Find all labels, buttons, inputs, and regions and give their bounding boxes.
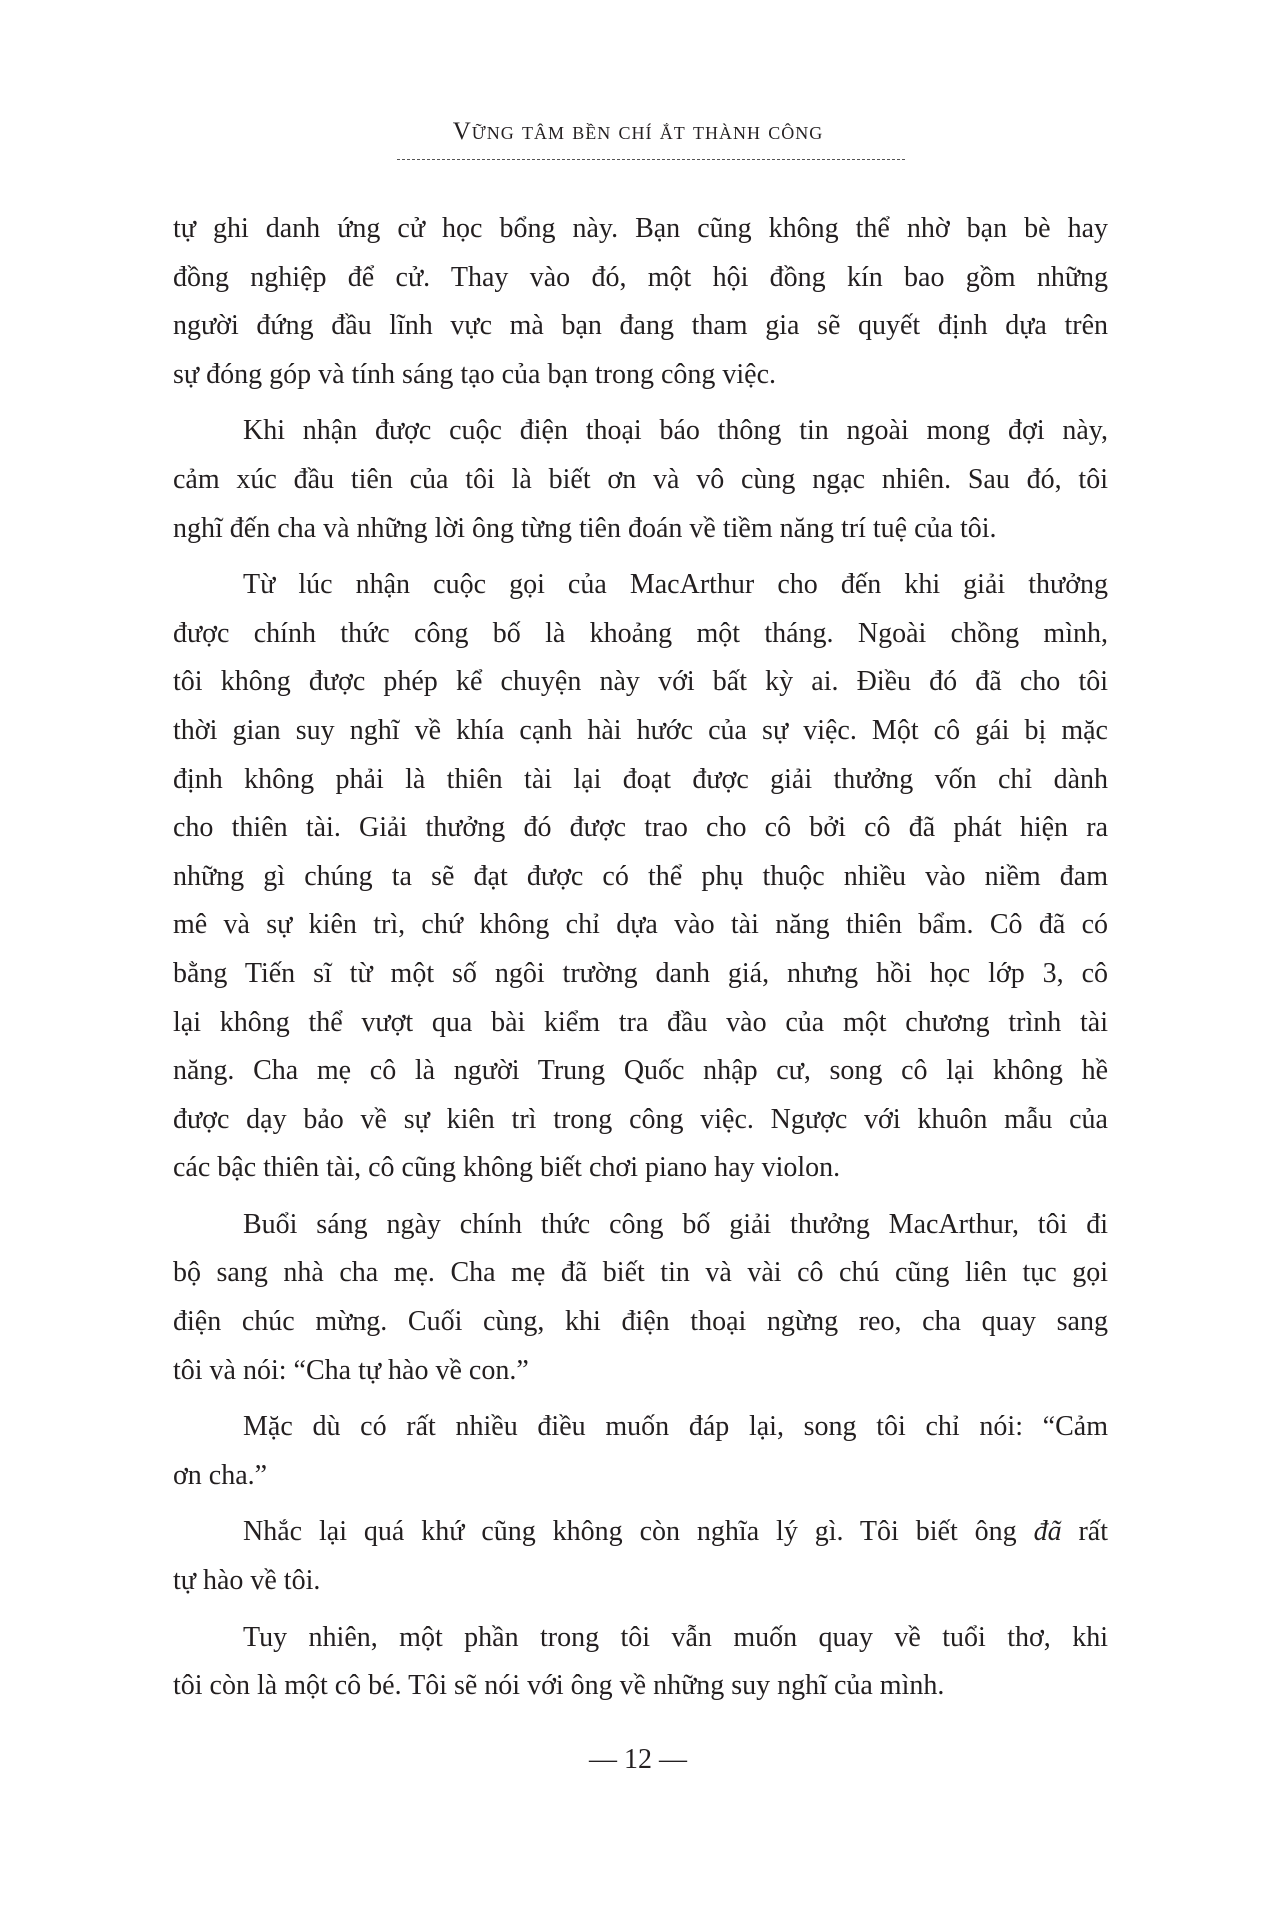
text-line: tôi không được phép kể chuyện này với bất kỳ ai. Điều đó đã cho tôi — [173, 666, 1108, 698]
paragraph — [173, 561, 1108, 1193]
text-line: điện chúc mừng. Cuối cùng, khi điện thoại ngừng reo, cha quay sang — [173, 1306, 1108, 1338]
text-line: định không phải là thiên tài lại đoạt được giải thưởng vốn chỉ dành — [173, 763, 1108, 795]
page-number: — 12 — — [589, 1744, 687, 1775]
text-line: nghĩ đến cha và những lời ông từng tiên đoán về tiềm năng trí tuệ của tôi. — [173, 512, 997, 544]
header-divider — [397, 159, 905, 160]
text-line: Mặc dù có rất nhiều điều muốn đáp lại, song tôi chỉ nói: “Cảm — [243, 1411, 1108, 1443]
text-line: được chính thức công bố là khoảng một tháng. Ngoài chồng mình, — [173, 617, 1108, 649]
paragraph — [173, 1403, 1108, 1500]
body-text — [173, 205, 1108, 1719]
text-line: cảm xúc đầu tiên của tôi là biết ơn và vô cùng ngạc nhiên. Sau đó, tôi — [173, 463, 1108, 495]
text-line: tự ghi danh ứng cử học bổng này. Bạn cũng không thể nhờ bạn bè hay — [173, 213, 1108, 244]
text-line: ơn cha.” — [173, 1459, 268, 1491]
paragraph — [173, 1508, 1108, 1605]
text-line: Buổi sáng ngày chính thức công bố giải thưởng MacArthur, tôi đi — [243, 1208, 1108, 1240]
text-line: bộ sang nhà cha mẹ. Cha mẹ đã biết tin và vài cô chú cũng liên tục gọi — [173, 1257, 1108, 1289]
text-line: năng. Cha mẹ cô là người Trung Quốc nhập cư, song cô lại không hề — [173, 1055, 1108, 1087]
paragraph — [173, 1614, 1108, 1711]
text-line: được dạy bảo về sự kiên trì trong công việc. Ngược với khuôn mẫu của — [173, 1103, 1108, 1135]
text-line: các bậc thiên tài, cô cũng không biết chơi piano hay violon. — [173, 1152, 841, 1184]
italic-text: đã — [1033, 1516, 1062, 1548]
text-line: Khi nhận được cuộc điện thoại báo thông tin ngoài mong đợi này, — [243, 415, 1108, 447]
running-header: Vững tâm bền chí ắt thành công — [452, 118, 824, 145]
text-line: cho thiên tài. Giải thưởng đó được trao cho cô bởi cô đã phát hiện ra — [173, 812, 1108, 844]
text-line: mê và sự kiên trì, chứ không chỉ dựa vào tài năng thiên bẩm. Cô đã có — [173, 909, 1108, 941]
text-line: Tuy nhiên, một phần trong tôi vẫn muốn quay về tuổi thơ, khi — [243, 1621, 1108, 1653]
text-line: lại không thể vượt qua bài kiểm tra đầu vào của một chương trình tài — [173, 1006, 1108, 1038]
text-line: tôi còn là một cô bé. Tôi sẽ nói với ông về những suy nghĩ của mình. — [173, 1670, 945, 1702]
paragraph — [173, 205, 1108, 399]
paragraph — [173, 1201, 1108, 1395]
text-line — [173, 1508, 1108, 1557]
text-line: bằng Tiến sĩ từ một số ngôi trường danh giá, nhưng hồi học lớp 3, cô — [173, 957, 1108, 989]
text-span: rất — [1061, 1516, 1109, 1548]
text-span: Nhắc lại quá khứ cũng không còn nghĩa lý gì. Tôi biết ông — [243, 1516, 1034, 1548]
text-line: Từ lúc nhận cuộc gọi của MacArthur cho đến khi giải thưởng — [243, 569, 1108, 601]
text-line: tự hào về tôi. — [173, 1565, 321, 1597]
text-line: người đứng đầu lĩnh vực mà bạn đang tham gia sẽ quyết định dựa trên — [173, 310, 1108, 342]
text-line: tôi và nói: “Cha tự hào về con.” — [173, 1354, 529, 1386]
text-line: thời gian suy nghĩ về khía cạnh hài hước của sự việc. Một cô gái bị mặc — [173, 714, 1108, 746]
paragraph — [173, 407, 1108, 553]
text-line: những gì chúng ta sẽ đạt được có thể phụ thuộc nhiều vào niềm đam — [173, 860, 1108, 892]
text-line: đồng nghiệp để cử. Thay vào đó, một hội đồng kín bao gồm những — [173, 261, 1108, 293]
text-line: sự đóng góp và tính sáng tạo của bạn trong công việc. — [173, 358, 777, 390]
